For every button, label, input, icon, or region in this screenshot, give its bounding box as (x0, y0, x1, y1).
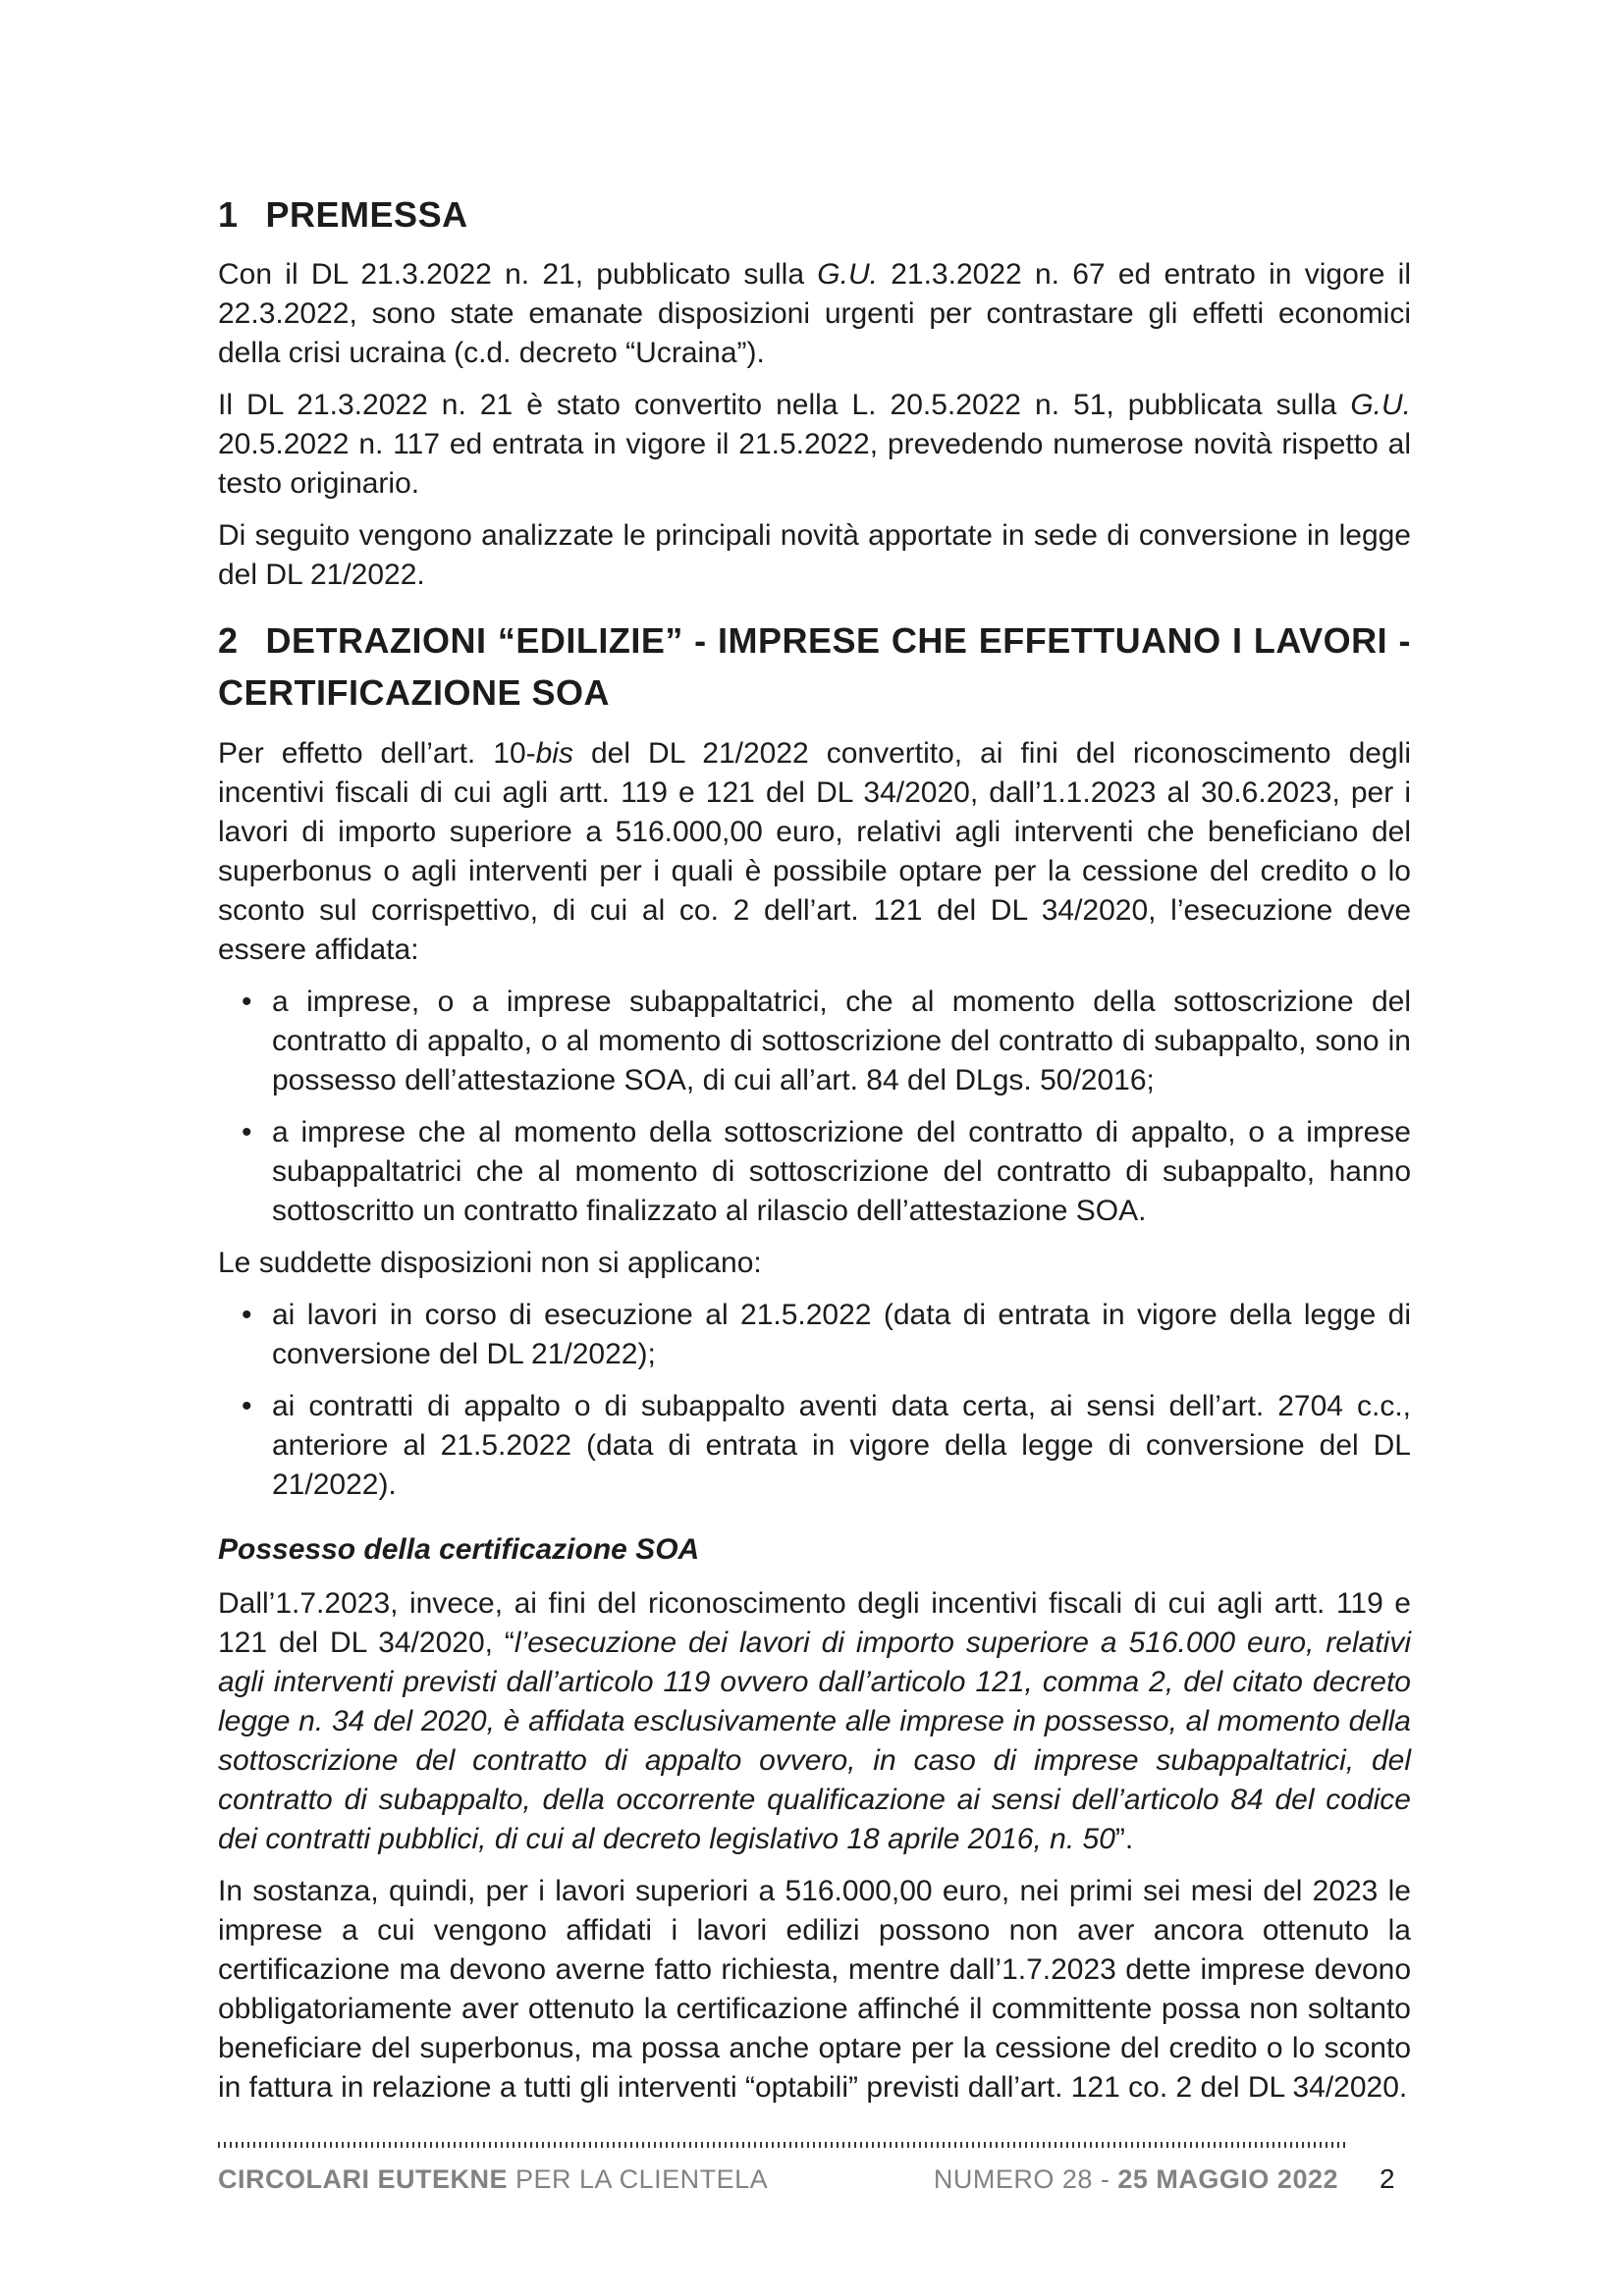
bullet-icon: • (242, 1390, 252, 1422)
text-run-italic: G.U. (1350, 389, 1411, 421)
list-item (218, 1113, 1411, 1231)
paragraph-di-seguito (218, 516, 1411, 595)
bullet-icon: • (242, 986, 252, 1018)
list-item (218, 983, 1411, 1100)
footer-dotted-divider (218, 2142, 1347, 2148)
list-item-text: a imprese, o a imprese subappaltatrici, che al momento della sottoscrizione del contratto di appalto, o al momento di sottoscrizione del contratto di subappalto, sono in possesso dell’attestazione SOA, di cui all’art. 84 del DLgs. 50/2016; (272, 986, 1411, 1096)
text-run: In sostanza, quindi, per i lavori superiori a 516.000,00 euro, nei primi sei mesi del 2023 le imprese a cui vengono affidati i lavori edilizi possono non aver ancora ottenuto la certificazione ma devono averne fatto richiesta, mentre dall’1.7.2023 dette imprese devono obbligatoriamente aver ottenuto la certificazione affinché il committente possa non soltanto beneficiare del superbonus, ma possa anche optare per la cessione del credito o lo sconto in fattura in relazione a tutti gli interventi “optabili” previsti dall’art. 121 co. 2 del DL 34/2020. (218, 1875, 1411, 2104)
list-item (218, 1387, 1411, 1505)
text-run-italic: G.U. (817, 258, 878, 291)
text-run: 21.3.2022 n. 67 ed entrato in vigore il 22.3.2022, sono state emanate disposizioni urgenti per contrastare gli effetti economici della crisi ucraina (c.d. decreto “Ucraina”). (218, 258, 1412, 369)
subsection-heading-possesso-soa (218, 1530, 1411, 1570)
section-title: PREMESSA (265, 194, 468, 235)
paragraph-art-10bis (218, 734, 1411, 970)
footer-issue-number: NUMERO 28 - (933, 2164, 1118, 2194)
footer-row (218, 2163, 1411, 2195)
page-content (218, 0, 1411, 2120)
section-number: 1 (218, 194, 239, 235)
footer-brand (218, 2163, 768, 2195)
text-run: ”. (1114, 1823, 1134, 1855)
list-item-text: ai contratti di appalto o di subappalto aventi data certa, ai sensi dell’art. 2704 c.c., anteriore al 21.5.2022 (data di entrata in vigore della legge di conversione del DL 21/2022). (272, 1390, 1411, 1501)
text-run-italic: bis (535, 737, 573, 770)
section-number: 2 (218, 620, 239, 661)
paragraph-dal-2023-quote (218, 1584, 1411, 1859)
text-run: Con il DL 21.3.2022 n. 21, pubblicato sulla (218, 258, 818, 291)
text-run: Di seguito vengono analizzate le principali novità apportate in sede di conversione in legge del DL 21/2022. (218, 519, 1411, 591)
text-run: 20.5.2022 n. 117 ed entrata in vigore il 21.5.2022, prevedendo numerose novità rispetto al testo originario. (218, 428, 1411, 500)
text-run: Dall’1.7.2023, invece, ai fini del riconoscimento degli incentivi fiscali di cui agli artt. 119 e 121 del DL 34/2020, “ (218, 1587, 1411, 1659)
text-run: Il DL 21.3.2022 n. 21 è stato convertito nella L. 20.5.2022 n. 51, pubblicata sulla (218, 389, 1351, 421)
list-item-text: ai lavori in corso di esecuzione al 21.5.2022 (data di entrata in vigore della legge di conversione del DL 21/2022); (272, 1299, 1411, 1370)
text-run: Possesso della certificazione SOA (218, 1533, 700, 1566)
footer-issue-date: 25 MAGGIO 2022 (1117, 2164, 1338, 2194)
text-run: Per effetto dell’art. 10- (218, 737, 536, 770)
bullet-list-affidamento (218, 983, 1411, 1231)
page-footer (218, 2142, 1411, 2195)
section-heading-premessa (218, 194, 1411, 236)
footer-issue (934, 2163, 1338, 2195)
list-item (218, 1296, 1411, 1374)
bullet-list-esclusioni (218, 1296, 1411, 1505)
text-run: Le suddette disposizioni non si applicano: (218, 1247, 762, 1279)
bullet-icon: • (242, 1299, 252, 1331)
paragraph-in-sostanza (218, 1872, 1411, 2108)
paragraph-non-applicano (218, 1244, 1411, 1283)
list-item-text: a imprese che al momento della sottoscrizione del contratto di appalto, o a imprese subappaltatrici che al momento di sottoscrizione del contratto di subappalto, hanno sottoscritto un contratto finalizzato al rilascio dell’attestazione SOA. (272, 1116, 1411, 1227)
paragraph-conversione (218, 386, 1411, 504)
paragraph-dl-21-2022 (218, 255, 1411, 373)
section-title: DETRAZIONI “EDILIZIE” - IMPRESE CHE EFFETTUANO I LAVORI - CERTIFICAZIONE SOA (218, 620, 1411, 713)
bullet-icon: • (242, 1116, 252, 1148)
section-heading-detrazioni (218, 614, 1411, 719)
text-run-italic-quote: l’esecuzione dei lavori di importo superiore a 516.000 euro, relativi agli interventi previsti dall’articolo 119 ovvero dall’articolo 121, comma 2, del citato decreto legge n. 34 del 2020, è affidata esclusivamente alle imprese in possesso, al momento della sottoscrizione del contratto di appalto ovvero, in caso di imprese subappaltatrici, del contratto di subappalto, della occorrente qualificazione ai sensi dell’articolo 84 del codice dei contratti pubblici, di cui al decreto legislativo 18 aprile 2016, n. 50 (218, 1627, 1411, 1855)
page-number: 2 (1379, 2163, 1396, 2194)
footer-brand-rest: PER LA CLIENTELA (508, 2164, 769, 2194)
text-run: del DL 21/2022 convertito, ai fini del riconoscimento degli incentivi fiscali di cui agli artt. 119 e 121 del DL 34/2020, dall’1.1.2023 al 30.6.2023, per i lavori di importo superiore a 516.000,00 euro, relativi agli interventi che beneficiano del superbonus o agli interventi per i quali è possibile optare per la cessione del credito o lo sconto sul corrispettivo, di cui al co. 2 dell’art. 121 del DL 34/2020, l’esecuzione deve essere affidata: (218, 737, 1412, 966)
footer-brand-bold: CIRCOLARI EUTEKNE (218, 2164, 509, 2194)
